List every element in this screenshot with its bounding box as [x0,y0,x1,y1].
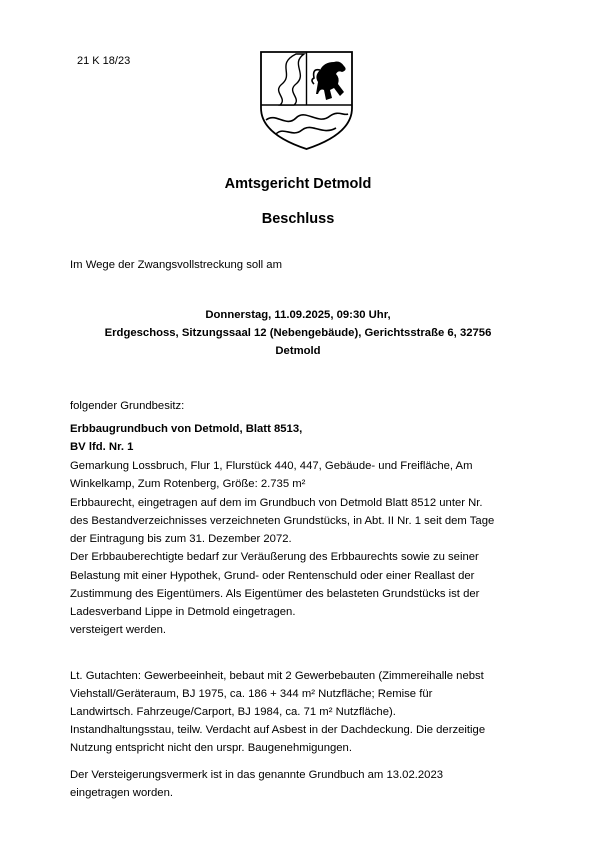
appraisal-line: Nutzung entspricht nicht den urspr. Baugenehmigungen. [70,742,352,754]
property-line: Belastung mit einer Hypothek, Grund- oder Rentenschuld oder einer Reallast der [70,570,475,582]
property-line: Ladesverband Lippe in Detmold eingetragen. [70,606,296,618]
bv-line: BV lfd. Nr. 1 [70,441,134,453]
property-line: Zustimmung des Eigentümers. Als Eigentümer des belasteten Grundstücks ist der [70,588,480,600]
appointment-location: Erdgeschoss, Sitzungssaal 12 (Nebengebäude), Gerichtsstraße 6, 32756 [104,327,492,339]
coat-of-arms-icon [258,50,355,151]
appointment-location-city: Detmold [275,345,321,357]
appointment-date: Donnerstag, 11.09.2025, 09:30 Uhr, [205,309,391,321]
intro-text: Im Wege der Zwangsvollstreckung soll am [70,259,283,271]
appraisal-line: Viehstall/Geräteraum, BJ 1975, ca. 186 + 344 m² Nutzfläche; Remise für [70,688,433,700]
appraisal-line: Instandhaltungsstau, teilw. Verdacht auf Asbest in der Dachdeckung. Die derzeitige [70,724,486,736]
property-line: Erbbaurecht, eingetragen auf dem im Grundbuch von Detmold Blatt 8512 unter Nr. [70,497,483,509]
appraisal-line: Lt. Gutachten: Gewerbeeinheit, bebaut mit 2 Gewerbebauten (Zimmereihalle nebst [70,670,484,682]
register-line: Erbbaugrundbuch von Detmold, Blatt 8513, [70,423,303,435]
document-title: Beschluss [261,211,335,227]
property-label: folgender Grundbesitz: [70,400,185,412]
property-line: versteigert werden. [70,624,167,636]
property-line: der Eintragung bis zum 31. Dezember 2072. [70,533,292,545]
property-line: Der Erbbauberechtigte bedarf zur Veräußerung des Erbbaurechts sowie zu seiner [70,551,479,563]
appraisal-line: Landwirtsch. Fahrzeuge/Carport, BJ 1984, ca. 71 m² Nutzfläche). [70,706,396,718]
property-line: Winkelkamp, Zum Rotenberg, Größe: 2.735 m² [70,478,306,490]
case-number: 21 K 18/23 [77,55,131,67]
property-line: Gemarkung Lossbruch, Flur 1, Flurstück 440, 447, Gebäude- und Freifläche, Am [70,460,473,472]
registration-line: eingetragen worden. [70,787,174,799]
registration-line: Der Versteigerungsvermerk ist in das genannte Grundbuch am 13.02.2023 [70,769,444,781]
property-line: des Bestandverzeichnisses verzeichneten Grundstücks, in Abt. II Nr. 1 seit dem Tage [70,515,495,527]
court-name: Amtsgericht Detmold [224,176,372,192]
